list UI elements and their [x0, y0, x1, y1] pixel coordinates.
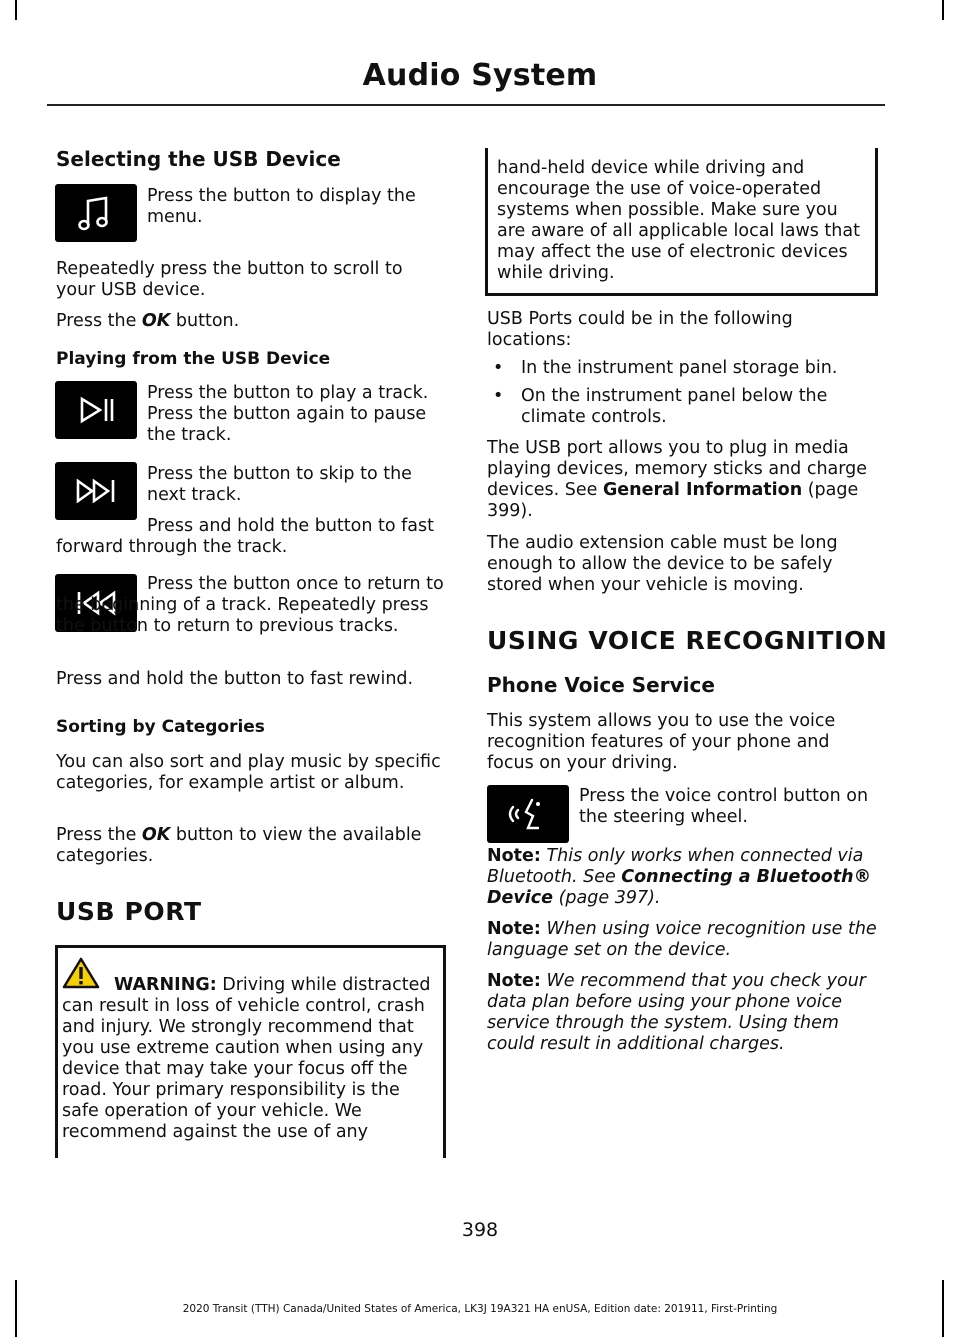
fast-forward-text [56, 516, 448, 558]
skip-track-text: Press the button to skip to the next track. [147, 464, 412, 505]
note-label: Note: [487, 846, 541, 866]
sorting-text: You can also sort and play music by specific categories, for example artist or album. [56, 752, 441, 793]
press-ok-pre: Press the [56, 311, 142, 331]
play-track-text: Press the button to play a track. Press the button again to pause the track. [147, 383, 429, 445]
note-label: Note: [487, 919, 541, 939]
sorting-ok-text [56, 825, 448, 867]
usb-port-heading: USB PORT [56, 897, 202, 926]
press-ok-post: button. [170, 311, 240, 331]
fast-forward-text-span: Press and hold the button to fast forward through the track. [56, 516, 434, 557]
usb-allows-text [487, 438, 879, 522]
bullet: • [493, 386, 504, 406]
warning-text-left [62, 975, 437, 1143]
note-bluetooth-pre: This only works when connected via Bluetooth. See [487, 846, 864, 887]
voice-control-text: Press the voice control button on the steering wheel. [579, 786, 869, 827]
fast-rewind-text: Press and hold the button to fast rewind. [56, 669, 414, 689]
usb-allows-pre: The USB port allows you to plug in media playing devices, memory sticks and charge devices. See [487, 438, 868, 500]
extension-cable-text: The audio extension cable must be long enough to allow the device to be safely stored when your vehicle is moving. [487, 533, 838, 595]
voice-control-icon [487, 785, 569, 843]
bullet: • [493, 358, 504, 378]
sorting-heading: Sorting by Categories [56, 717, 265, 737]
music-note-icon [55, 184, 137, 242]
usb-ports-list [487, 358, 872, 428]
sorting-ok-post: button to view the available categories. [56, 825, 422, 866]
note-bluetooth-post: (page 397). [553, 888, 661, 908]
press-ok-text [56, 311, 441, 332]
note-data-plan-text: We recommend that you check your data plan before using your phone voice service through the system. Using them could result in additional charges. [487, 971, 866, 1054]
phone-voice-text: This system allows you to use the voice recognition features of your phone and focus on your driving. [487, 711, 836, 773]
playing-usb-heading: Playing from the USB Device [56, 349, 331, 369]
note-label: Note: [487, 971, 541, 991]
bullet-text: On the instrument panel below the climate controls. [521, 386, 828, 427]
sorting-ok-pre: Press the [56, 825, 142, 845]
warning-label: WARNING: [114, 975, 217, 995]
phone-voice-heading: Phone Voice Service [487, 673, 715, 697]
note-data-plan [487, 971, 879, 1055]
scroll-usb-text: Repeatedly press the button to scroll to your USB device. [56, 259, 403, 300]
crop-mark-top-right [942, 0, 944, 20]
warning-body: Driving while distracted can result in loss of vehicle control, crash and injury. We strongly recommend that you use extreme caution when using any device that may take your focus off the road. Your primary responsibility is the safe operation of your vehicle. We recommend against the use of any [62, 975, 431, 1142]
note-language-text: When using voice recognition use the language set on the device. [487, 919, 877, 960]
skip-next-icon [55, 462, 137, 520]
page-title: Audio System [362, 58, 598, 93]
note-bluetooth [487, 846, 879, 909]
selecting-usb-heading: Selecting the USB Device [56, 147, 341, 171]
list-item [487, 358, 872, 379]
voice-recognition-heading: USING VOICE RECOGNITION [487, 626, 888, 655]
sorting-ok-label: OK [141, 825, 171, 845]
usb-ports-intro: USB Ports could be in the following locations: [487, 309, 793, 350]
play-pause-icon [55, 381, 137, 439]
warning-text-right: hand-held device while driving and encourage the use of voice-operated systems when possible. Make sure you are aware of all applicable local laws that may affect the use of electronic devices while driving. [497, 158, 860, 283]
bullet-text: In the instrument panel storage bin. [521, 358, 838, 378]
note-language [487, 919, 879, 961]
ok-label: OK [141, 311, 171, 331]
connecting-bluetooth-link[interactable]: Connecting a Bluetooth® Device [487, 867, 872, 908]
list-item [487, 386, 872, 428]
footer-edition: 2020 Transit (TTH) Canada/United States of America, LK3J 19A321 HA enUSA, Edition date: 201911, First-Printing [182, 1303, 778, 1315]
previous-track-text-span: Press the button once to return to the beginning of a track. Repeatedly press the button to return to previous tracks. [56, 574, 444, 636]
page-number: 398 [461, 1219, 499, 1241]
previous-track-text [56, 574, 448, 637]
general-information-link[interactable]: General Information [602, 480, 803, 500]
header-divider [47, 104, 885, 106]
crop-mark-top-left [15, 0, 17, 20]
usb-allows-post: (page 399). [487, 480, 859, 521]
menu-button-text: Press the button to display the menu. [147, 186, 416, 227]
